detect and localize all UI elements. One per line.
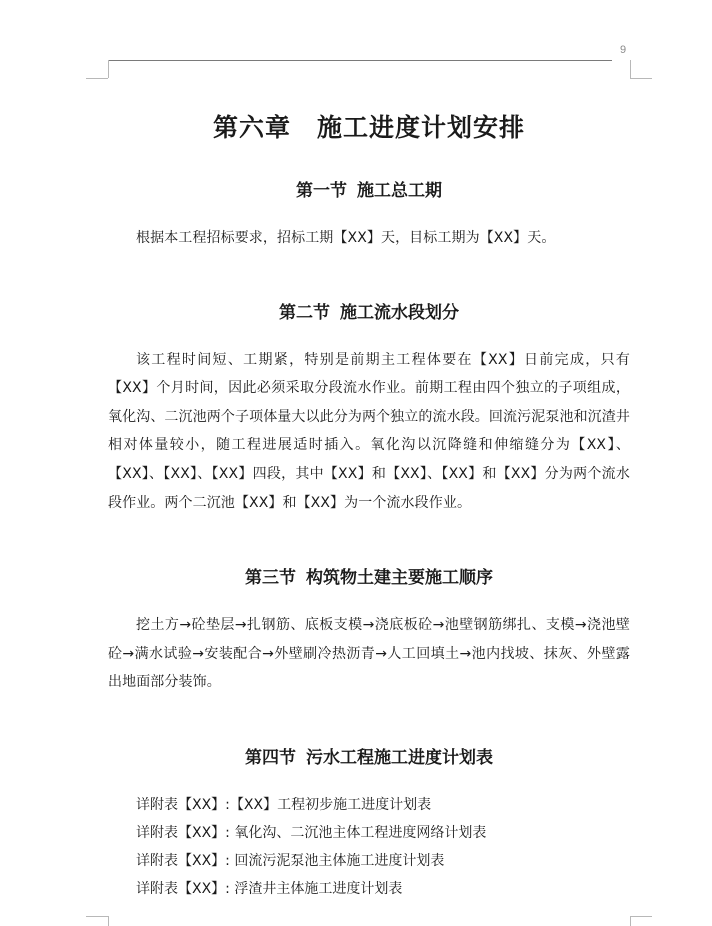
crop-mark-top-right-h <box>630 78 652 79</box>
crop-mark-bottom-left-h <box>86 916 108 917</box>
crop-mark-top-left-v <box>108 60 109 78</box>
section-2-title <box>108 298 630 328</box>
chapter-number: 第六章 <box>212 113 291 142</box>
section-4-title <box>108 743 630 773</box>
attachment-item: 详附表【XX】: 浮渣井主体施工进度计划表 <box>136 880 403 897</box>
crop-mark-top-left-h <box>86 78 108 79</box>
chapter-name: 施工进度计划安排 <box>317 113 526 142</box>
section-2-number: 第二节 <box>279 302 330 323</box>
crop-mark-top-right-v <box>630 60 631 78</box>
section-1-paragraph: 根据本工程招标要求，招标工期【XX】天，目标工期为【XX】天。 <box>136 230 556 246</box>
chapter-title <box>108 106 630 150</box>
document-body <box>108 100 630 903</box>
attachment-item: 详附表【XX】: 回流污泥泵池主体施工进度计划表 <box>136 852 445 869</box>
attachment-item: 详附表【XX】:【XX】工程初步施工进度计划表 <box>136 796 432 813</box>
section-3-number: 第三节 <box>245 568 296 589</box>
section-3-paragraph: 挖土方→砼垫层→扎钢筋、底板支模→浇底板砼→池壁钢筋绑扎、支模→浇池壁砼→满水试验→安装配合→外壁刷冷热沥青→人工回填土→池内找坡、抹灰、外壁露出地面部分装饰。 <box>108 617 630 691</box>
header-rule <box>108 60 612 61</box>
section-4-name: 污水工程施工进度计划表 <box>306 747 493 768</box>
attachment-list <box>108 791 630 903</box>
crop-mark-bottom-right-h <box>630 916 652 917</box>
section-1-number: 第一节 <box>296 181 347 201</box>
section-3-title <box>108 563 630 593</box>
crop-mark-bottom-right-v <box>630 916 631 926</box>
section-2-name: 施工流水段划分 <box>340 302 459 323</box>
section-1-name: 施工总工期 <box>357 181 442 201</box>
page-number: 9 <box>620 44 627 56</box>
section-1-title <box>108 176 630 206</box>
attachment-item: 详附表【XX】: 氧化沟、二沉池主体工程进度网络计划表 <box>136 824 487 841</box>
crop-mark-bottom-left-v <box>108 916 109 926</box>
section-2-paragraph: 该工程时间短、工期紧，特别是前期主工程体要在【XX】日前完成，只有【XX】个月时间，因此必须采取分段流水作业。前期工程由四个独立的子项组成，氧化沟、二沉池两个子项体量大以此分为两个独立的流水段。回流污泥泵池和沉渣井相对体量较小，随工程进展适时插入。氧化沟以沉降缝和伸缩缝分为【XX】、【XX】、【XX】、【XX】四段，其中【XX】和【XX】、【XX】和【XX】分为两个流水段作业。两个二沉池【XX】和【XX】为一个流水段作业。 <box>108 351 630 511</box>
section-4-number: 第四节 <box>245 747 296 768</box>
section-3-name: 构筑物土建主要施工顺序 <box>306 568 493 589</box>
